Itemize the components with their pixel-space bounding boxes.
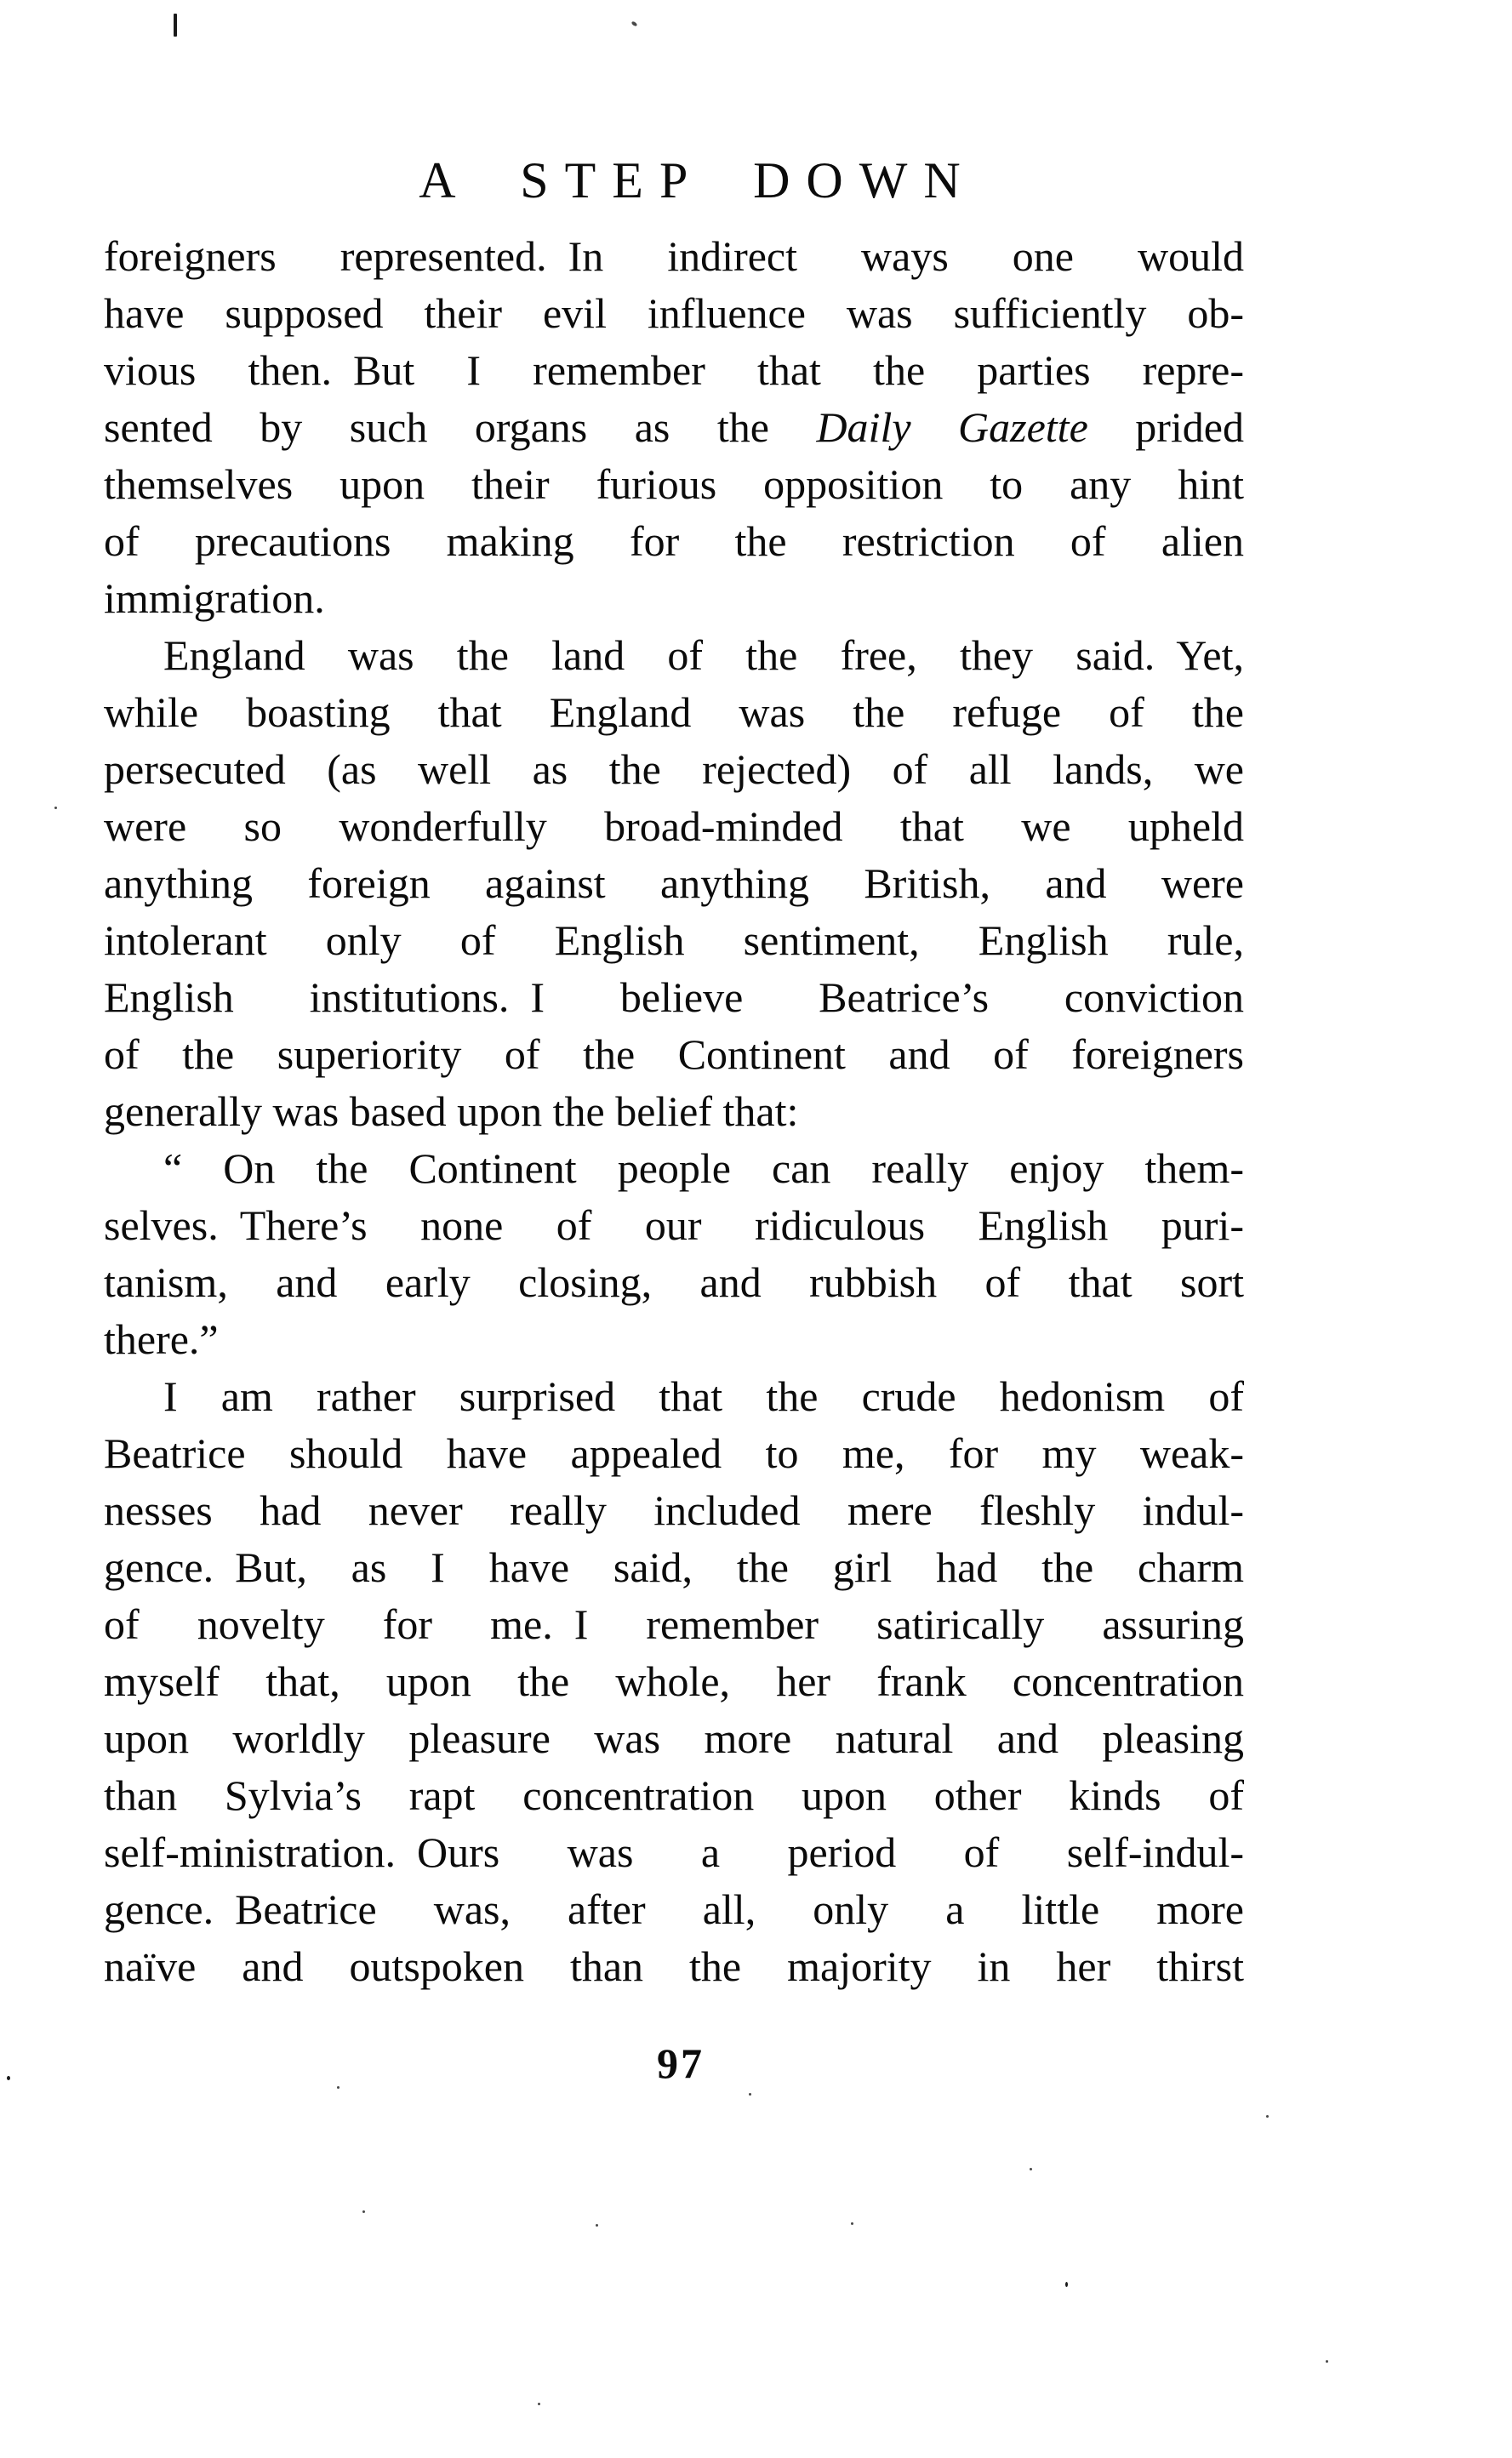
scan-speck bbox=[174, 14, 177, 37]
paragraph bbox=[104, 1368, 1244, 1995]
page-title: A STEP DOWN bbox=[419, 152, 977, 208]
text-line: sented by such organs as the Daily Gazette prided bbox=[104, 403, 1244, 451]
text-line: foreigners represented. In indirect ways one would bbox=[104, 232, 1244, 280]
text-line: tanism, and early closing, and rubbish of that sort bbox=[104, 1258, 1244, 1306]
scan-speck bbox=[1266, 2115, 1269, 2118]
text-line: anything foreign against anything British, and were bbox=[104, 859, 1244, 907]
text-line: were so wonderfully broad-minded that we upheld bbox=[104, 802, 1244, 850]
text-line: have supposed their evil influence was sufficiently ob- bbox=[104, 289, 1244, 337]
text-line: immigration. bbox=[104, 574, 325, 622]
paragraph bbox=[104, 627, 1244, 1140]
text-line: intolerant only of English sentiment, English rule, bbox=[104, 916, 1244, 964]
text-line: naïve and outspoken than the majority in her thirst bbox=[104, 1942, 1244, 1990]
scan-speck bbox=[851, 2222, 853, 2225]
text-line: nesses had never really included mere fleshly indul- bbox=[104, 1486, 1244, 1534]
scan-speck bbox=[54, 807, 57, 809]
scan-speck bbox=[7, 2076, 10, 2080]
text-line: of precautions making for the restriction of alien bbox=[104, 517, 1244, 565]
scan-speck bbox=[596, 2224, 598, 2227]
scan-speck bbox=[362, 2210, 365, 2213]
scan-speck bbox=[1065, 2282, 1068, 2287]
text-line: gence. But, as I have said, the girl had the charm bbox=[104, 1543, 1244, 1591]
text-line: themselves upon their furious opposition to any hint bbox=[104, 460, 1244, 508]
text-line: there.” bbox=[104, 1315, 219, 1363]
scan-speck bbox=[337, 2086, 339, 2089]
paragraph bbox=[104, 1140, 1244, 1368]
text-line: “ On the Continent people can really enjoy them- bbox=[163, 1144, 1244, 1192]
text-line: upon worldly pleasure was more natural and pleasing bbox=[104, 1714, 1244, 1762]
scan-speck bbox=[749, 2093, 751, 2096]
text-line: English institutions. I believe Beatrice’s conviction bbox=[104, 973, 1244, 1021]
scan-speck bbox=[630, 20, 637, 26]
text-line: gence. Beatrice was, after all, only a little more bbox=[104, 1885, 1244, 1933]
scan-speck bbox=[1030, 2168, 1032, 2170]
page-number: 97 bbox=[657, 2039, 705, 2087]
scan-speck bbox=[538, 2403, 540, 2405]
scan-speck bbox=[1326, 2360, 1328, 2363]
text-line: generally was based upon the belief that: bbox=[104, 1087, 799, 1135]
text-line: selves. There’s none of our ridiculous English puri- bbox=[104, 1201, 1244, 1249]
text-line: I am rather surprised that the crude hedonism of bbox=[163, 1372, 1244, 1420]
text-line: while boasting that England was the refuge of the bbox=[104, 688, 1244, 736]
paragraph bbox=[104, 228, 1244, 627]
text-line: than Sylvia’s rapt concentration upon other kinds of bbox=[104, 1771, 1244, 1819]
page-body bbox=[104, 228, 1244, 1995]
text-line: self-ministration. Ours was a period of self-indul- bbox=[104, 1828, 1244, 1876]
text-line: of the superiority of the Continent and of foreigners bbox=[104, 1030, 1244, 1078]
text-line: England was the land of the free, they said. Yet, bbox=[163, 631, 1244, 679]
text-line: of novelty for me. I remember satirically assuring bbox=[104, 1600, 1244, 1648]
text-line: vious then. But I remember that the parties repre- bbox=[104, 346, 1244, 394]
text-line: myself that, upon the whole, her frank concentration bbox=[104, 1657, 1244, 1705]
text-line: Beatrice should have appealed to me, for my weak- bbox=[104, 1429, 1244, 1477]
text-line: persecuted (as well as the rejected) of all lands, we bbox=[104, 745, 1244, 793]
